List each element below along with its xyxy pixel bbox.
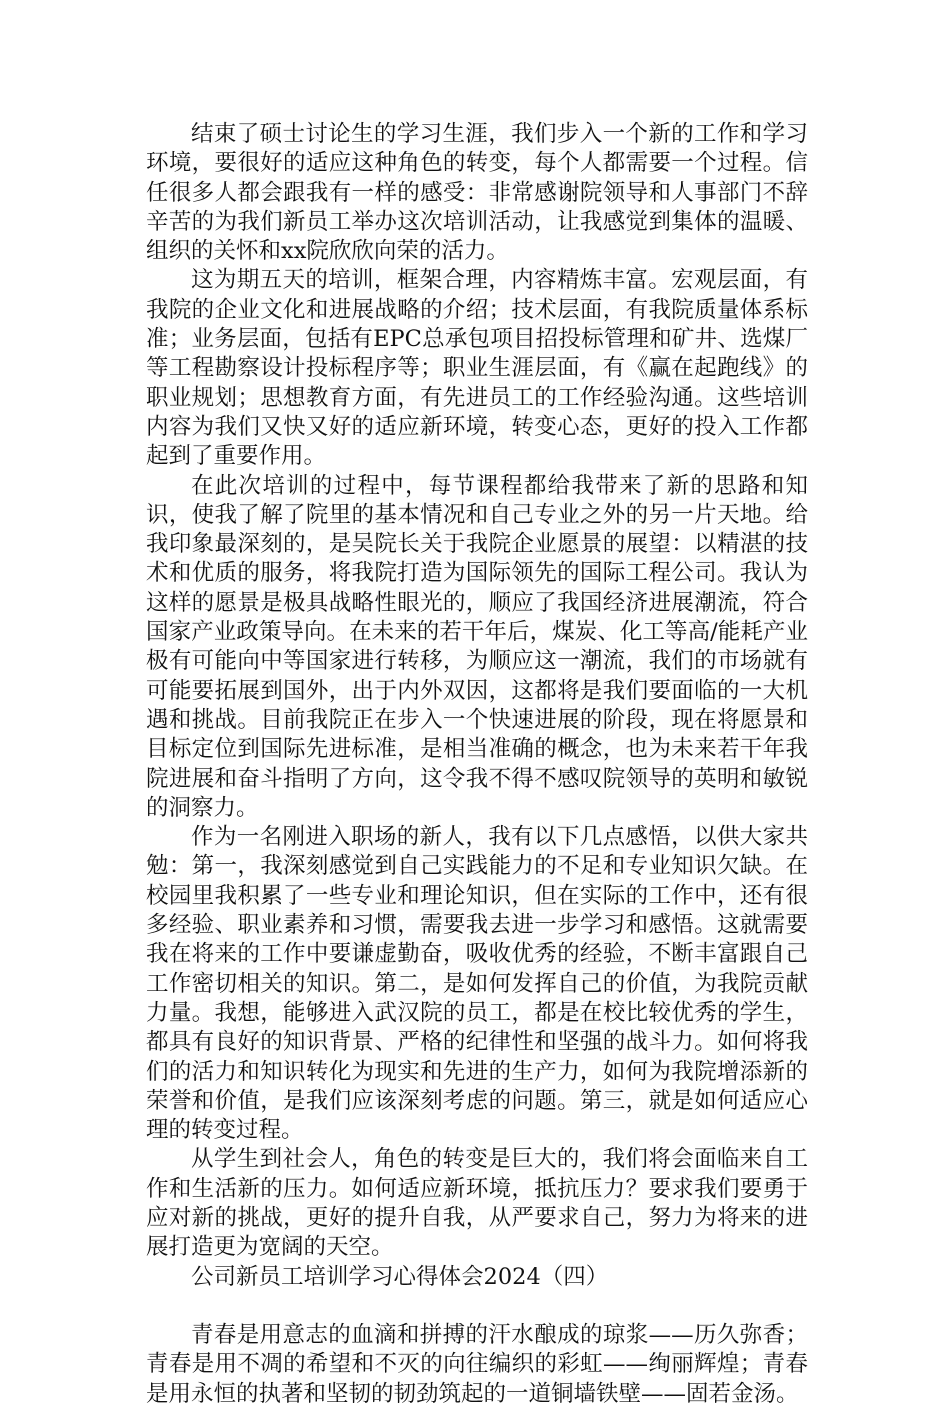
section-heading: 公司新员工培训学习心得体会2024（四） [191, 1263, 609, 1290]
paragraph-4: 作为一名刚进入职场的新人，我有以下几点感悟，以供大家共勉：第一，我深刻感觉到自己实践能力的不足和专业知识欠缺。在校园里我积累了一些专业和理论知识，但在实际的工作中，还有很多经验、职业素养和习惯，需要我去进一步学习和感悟。这就需要我在将来的工作中要谦虚勤奋，吸收优秀的经验，不断丰富跟自己工作密切相关的知识。第二，是如何发挥自己的价值，为我院贡献力量。我想，能够进入武汉院的员工，都是在校比较优秀的学生，都具有良好的知识背景、严格的纪律性和坚强的战斗力。如何将我们的活力和知识转化为现实和先进的生产力，如何为我院增添新的荣誉和价值，是我们应该深刻考虑的问题。第三，就是如何适应心理的转变过程。 [146, 824, 808, 1144]
paragraph-1: 结束了硕士讨论生的学习生涯，我们步入一个新的工作和学习环境，要很好的适应这种角色的转变，每个人都需要一个过程。信任很多人都会跟我有一样的感受：非常感谢院领导和人事部门不辞辛苦的为我们新员工举办这次培训活动，让我感觉到集体的温暖、组织的关怀和xx院欣欣向荣的活力。 [146, 121, 808, 265]
paragraph-3: 在此次培训的过程中，每节课程都给我带来了新的思路和知识，使我了解了院里的基本情况和自己专业之外的另一片天地。给我印象最深刻的，是吴院长关于我院企业愿景的展望：以精湛的技术和优质的服务，将我院打造为国际领先的国际工程公司。我认为这样的愿景是极具战略性眼光的，顺应了我国经济进展潮流，符合国家产业政策导向。在未来的若干年后，煤炭、化工等高/能耗产业极有可能向中等国家进行转移，为顺应这一潮流，我们的市场就有可能要拓展到国外，出于内外双因，这都将是我们要面临的一大机遇和挑战。目前我院正在步入一个快速进展的阶段，现在将愿景和目标定位到国际先进标准，是相当准确的概念，也为未来若干年我院进展和奋斗指明了方向，这令我不得不感叹院领导的英明和敏锐的洞察力。 [146, 472, 808, 821]
paragraph-5: 从学生到社会人，角色的转变是巨大的，我们将会面临来自工作和生活新的压力。如何适应新环境，抵抗压力？要求我们要勇于应对新的挑战，更好的提升自我，从严要求自己，努力为将来的进展打造更为宽阔的天空。 [146, 1146, 808, 1261]
paragraph-2: 这为期五天的培训，框架合理，内容精炼丰富。宏观层面，有我院的企业文化和进展战略的介绍；技术层面，有我院质量体系标准；业务层面，包括有EPC总承包项目招投标管理和矿井、选煤厂等工程勘察设计投标程序等；职业生涯层面，有《赢在起跑线》的职业规划；思想教育方面，有先进员工的工作经验沟通。这些培训内容为我们又快又好的适应新环境，转变心态，更好的投入工作都起到了重要作用。 [146, 267, 808, 470]
paragraph-6: 青春是用意志的血滴和拼搏的汗水酿成的琼浆——历久弥香；青春是用不凋的希望和不灭的向往编织的彩虹——绚丽辉煌；青春是用永恒的执著和坚韧的韧劲筑起的一道铜墙铁壁——固若金汤。 [146, 1322, 808, 1407]
document-body [146, 120, 808, 1409]
blank-line [146, 1292, 808, 1321]
